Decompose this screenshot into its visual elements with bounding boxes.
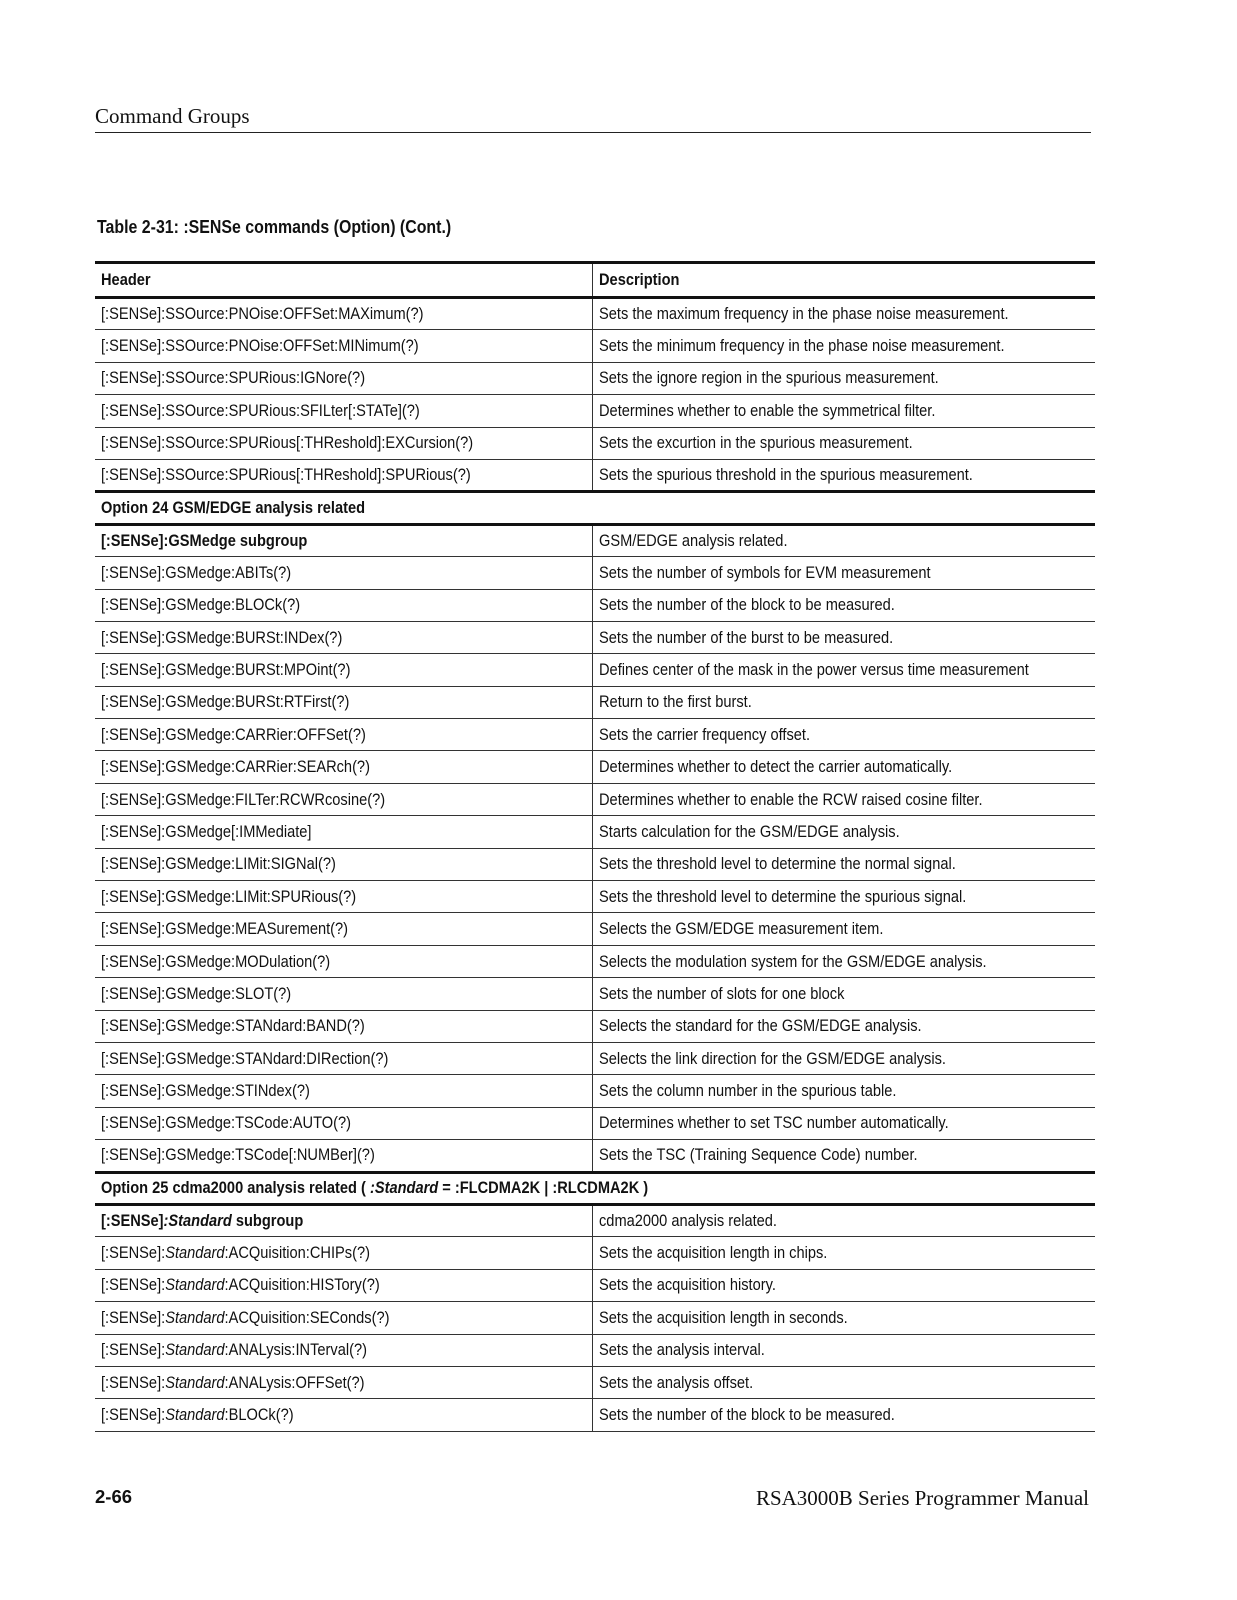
table-row <box>95 362 1095 394</box>
description-cell: Sets the number of the block to be measured. <box>592 589 1095 621</box>
table-row <box>95 1366 1095 1398</box>
table-title: Table 2-31: :SENSe commands (Option) (Cont.) <box>97 216 452 237</box>
command-cell: [:SENSe]:Standard:ACQuisition:SEConds(?) <box>95 1302 592 1334</box>
command-cell: [:SENSe]:GSMedge:CARRier:OFFSet(?) <box>95 719 592 751</box>
table-row <box>95 395 1095 427</box>
table-row <box>95 427 1095 459</box>
running-head: Command Groups <box>95 104 250 128</box>
description-cell: Sets the TSC (Training Sequence Code) number. <box>592 1140 1095 1172</box>
table-header-row <box>95 263 1095 298</box>
command-cell: [:SENSe]:SSOurce:PNOise:OFFSet:MINimum(?) <box>95 330 592 362</box>
command-cell: [:SENSe]:SSOurce:SPURious[:THReshold]:EXCursion(?) <box>95 427 592 459</box>
description-cell: cdma2000 analysis related. <box>592 1204 1095 1236</box>
subgroup-command-cell: [:SENSe]:GSMedge subgroup <box>95 524 592 556</box>
description-cell: Selects the link direction for the GSM/EDGE analysis. <box>592 1042 1095 1074</box>
table-row <box>95 1237 1095 1269</box>
description-cell: Sets the number of the block to be measured. <box>592 1399 1095 1431</box>
column-header-description: Description <box>592 263 1095 298</box>
table-row <box>95 557 1095 589</box>
subgroup-command-cell: [:SENSe]:Standard subgroup <box>95 1204 592 1236</box>
command-cell: [:SENSe]:SSOurce:SPURious:SFILter[:STATe](?) <box>95 395 592 427</box>
description-cell: Sets the number of symbols for EVM measurement <box>592 557 1095 589</box>
command-cell: [:SENSe]:Standard:ACQuisition:HISTory(?) <box>95 1269 592 1301</box>
subgroup-row-standard <box>95 1204 1095 1236</box>
description-cell: Selects the modulation system for the GSM/EDGE analysis. <box>592 945 1095 977</box>
description-cell: Sets the column number in the spurious table. <box>592 1075 1095 1107</box>
table-row <box>95 719 1095 751</box>
description-cell: Sets the excurtion in the spurious measurement. <box>592 427 1095 459</box>
table-row <box>95 1042 1095 1074</box>
section-heading: Option 25 cdma2000 analysis related ( :Standard = :FLCDMA2K | :RLCDMA2K ) <box>95 1172 1095 1204</box>
table-row <box>95 848 1095 880</box>
description-cell: Sets the minimum frequency in the phase noise measurement. <box>592 330 1095 362</box>
table-row <box>95 816 1095 848</box>
description-cell: Sets the spurious threshold in the spurious measurement. <box>592 459 1095 491</box>
command-cell: [:SENSe]:GSMedge:TSCode:AUTO(?) <box>95 1107 592 1139</box>
description-cell: Sets the carrier frequency offset. <box>592 719 1095 751</box>
table-row <box>95 783 1095 815</box>
table-row <box>95 1010 1095 1042</box>
command-cell: [:SENSe]:GSMedge:TSCode[:NUMBer](?) <box>95 1140 592 1172</box>
description-cell: Determines whether to enable the symmetrical filter. <box>592 395 1095 427</box>
description-cell: Sets the maximum frequency in the phase noise measurement. <box>592 298 1095 330</box>
description-cell: Sets the threshold level to determine the spurious signal. <box>592 881 1095 913</box>
command-cell: [:SENSe]:Standard:ANALysis:INTerval(?) <box>95 1334 592 1366</box>
command-cell: [:SENSe]:GSMedge:FILTer:RCWRcosine(?) <box>95 783 592 815</box>
command-cell: [:SENSe]:Standard:ANALysis:OFFSet(?) <box>95 1366 592 1398</box>
table-row <box>95 1140 1095 1172</box>
column-header-header: Header <box>95 263 592 298</box>
section-heading: Option 24 GSM/EDGE analysis related <box>95 492 1095 524</box>
table-row <box>95 1302 1095 1334</box>
header-rule <box>95 132 1091 133</box>
description-cell: Sets the acquisition length in seconds. <box>592 1302 1095 1334</box>
command-cell: [:SENSe]:GSMedge:BURSt:INDex(?) <box>95 621 592 653</box>
command-cell: [:SENSe]:GSMedge:LIMit:SIGNal(?) <box>95 848 592 880</box>
manual-title: RSA3000B Series Programmer Manual <box>755 1486 1089 1510</box>
description-cell: Determines whether to detect the carrier automatically. <box>592 751 1095 783</box>
table-row <box>95 621 1095 653</box>
command-cell: [:SENSe]:GSMedge:STANdard:BAND(?) <box>95 1010 592 1042</box>
command-cell: [:SENSe]:SSOurce:SPURious[:THReshold]:SPURious(?) <box>95 459 592 491</box>
table-row <box>95 298 1095 330</box>
table-row <box>95 913 1095 945</box>
description-cell: Sets the analysis interval. <box>592 1334 1095 1366</box>
table-row <box>95 330 1095 362</box>
table-row <box>95 1399 1095 1431</box>
description-cell: Return to the first burst. <box>592 686 1095 718</box>
description-cell: Sets the ignore region in the spurious measurement. <box>592 362 1095 394</box>
command-cell: [:SENSe]:GSMedge:MODulation(?) <box>95 945 592 977</box>
command-cell: [:SENSe]:GSMedge:MEASurement(?) <box>95 913 592 945</box>
subgroup-row-gsmedge <box>95 524 1095 556</box>
description-cell: Sets the number of slots for one block <box>592 978 1095 1010</box>
description-cell: Sets the analysis offset. <box>592 1366 1095 1398</box>
table-row <box>95 589 1095 621</box>
table-row <box>95 881 1095 913</box>
command-cell: [:SENSe]:GSMedge:SLOT(?) <box>95 978 592 1010</box>
command-cell: [:SENSe]:SSOurce:PNOise:OFFSet:MAXimum(?) <box>95 298 592 330</box>
command-cell: [:SENSe]:GSMedge[:IMMediate] <box>95 816 592 848</box>
description-cell: Starts calculation for the GSM/EDGE analysis. <box>592 816 1095 848</box>
description-cell: Sets the acquisition length in chips. <box>592 1237 1095 1269</box>
table-row <box>95 654 1095 686</box>
table-row <box>95 459 1095 491</box>
description-cell: GSM/EDGE analysis related. <box>592 524 1095 556</box>
description-cell: Selects the GSM/EDGE measurement item. <box>592 913 1095 945</box>
sense-commands-table <box>95 261 1095 1432</box>
table-row <box>95 945 1095 977</box>
command-cell: [:SENSe]:GSMedge:LIMit:SPURious(?) <box>95 881 592 913</box>
description-cell: Sets the number of the burst to be measured. <box>592 621 1095 653</box>
command-cell: [:SENSe]:GSMedge:STINdex(?) <box>95 1075 592 1107</box>
section-row-gsm-edge <box>95 492 1095 524</box>
description-cell: Defines center of the mask in the power versus time measurement <box>592 654 1095 686</box>
command-cell: [:SENSe]:GSMedge:BLOCk(?) <box>95 589 592 621</box>
table-row <box>95 686 1095 718</box>
table-row <box>95 1075 1095 1107</box>
description-cell: Sets the acquisition history. <box>592 1269 1095 1301</box>
description-cell: Sets the threshold level to determine the normal signal. <box>592 848 1095 880</box>
command-cell: [:SENSe]:Standard:BLOCk(?) <box>95 1399 592 1431</box>
table-row <box>95 978 1095 1010</box>
table-row <box>95 1269 1095 1301</box>
command-cell: [:SENSe]:GSMedge:BURSt:MPOint(?) <box>95 654 592 686</box>
command-cell: [:SENSe]:Standard:ACQuisition:CHIPs(?) <box>95 1237 592 1269</box>
description-cell: Selects the standard for the GSM/EDGE analysis. <box>592 1010 1095 1042</box>
command-cell: [:SENSe]:GSMedge:BURSt:RTFirst(?) <box>95 686 592 718</box>
table-row <box>95 1107 1095 1139</box>
description-cell: Determines whether to enable the RCW raised cosine filter. <box>592 783 1095 815</box>
table-row <box>95 1334 1095 1366</box>
command-cell: [:SENSe]:GSMedge:CARRier:SEARch(?) <box>95 751 592 783</box>
command-cell: [:SENSe]:SSOurce:SPURious:IGNore(?) <box>95 362 592 394</box>
table-row <box>95 751 1095 783</box>
page-number: 2-66 <box>95 1486 133 1507</box>
description-cell: Determines whether to set TSC number automatically. <box>592 1107 1095 1139</box>
command-cell: [:SENSe]:GSMedge:ABITs(?) <box>95 557 592 589</box>
command-cell: [:SENSe]:GSMedge:STANdard:DIRection(?) <box>95 1042 592 1074</box>
section-row-cdma2000 <box>95 1172 1095 1204</box>
